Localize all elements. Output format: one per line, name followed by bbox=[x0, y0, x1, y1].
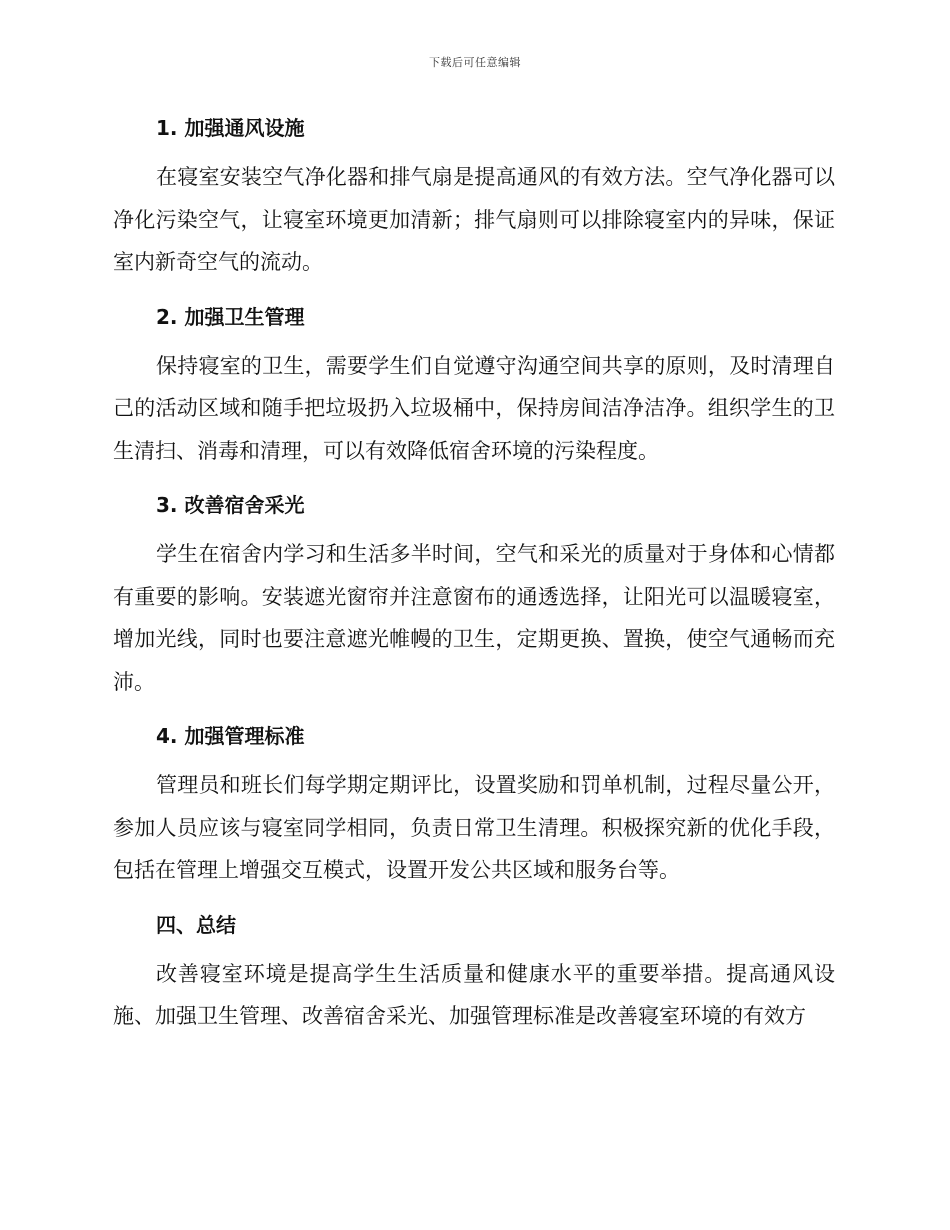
section-heading: 2. 加强卫生管理 bbox=[156, 304, 305, 329]
section-heading: 4. 加强管理标准 bbox=[156, 724, 305, 748]
section-heading: 1. 加强通风设施 bbox=[156, 116, 305, 140]
section-management bbox=[113, 716, 835, 892]
section-hygiene bbox=[113, 297, 835, 473]
section-paragraph: 管理员和班长们每学期定期评比，设置奖励和罚单机制，过程尽量公开，参加人员应该与寝室同学相同，负责日常卫生清理。积极探究新的优化手段，包括在管理上增强交互模式，设置开发公共区域和服务台等。 bbox=[113, 773, 835, 882]
section-ventilation bbox=[113, 108, 835, 284]
section-heading: 3. 改善宿舍采光 bbox=[156, 493, 305, 517]
section-paragraph: 学生在宿舍内学习和生活多半时间，空气和采光的质量对于身体和心情都有重要的影响。安装遮光窗帘并注意窗布的通透选择，让阳光可以温暖寝室，增加光线，同时也要注意遮光帷幔的卫生，定期更换、置换，使空气通畅而充沛。 bbox=[113, 542, 835, 694]
section-lighting bbox=[113, 485, 835, 703]
header-note: 下载后可任意编辑 bbox=[429, 56, 521, 69]
section-paragraph: 保持寝室的卫生，需要学生们自觉遵守沟通空间共享的原则，及时清理自己的活动区域和随手把垃圾扔入垃圾桶中，保持房间洁净洁净。组织学生的卫生清扫、消毒和清理，可以有效降低宿舍环境的污染程度。 bbox=[113, 353, 835, 463]
section-summary bbox=[113, 905, 835, 1038]
section-paragraph: 改善寝室环境是提高学生生活质量和健康水平的重要举措。提高通风设施、加强卫生管理、改善宿舍采光、加强管理标准是改善寝室环境的有效方 bbox=[113, 961, 835, 1028]
document-body bbox=[113, 108, 835, 1038]
section-heading: 四、总结 bbox=[156, 912, 236, 937]
section-paragraph: 在寝室安装空气净化器和排气扇是提高通风的有效方法。空气净化器可以净化污染空气，让寝室环境更加清新；排气扇则可以排除寝室内的异味，保证室内新奇空气的流动。 bbox=[113, 165, 835, 274]
